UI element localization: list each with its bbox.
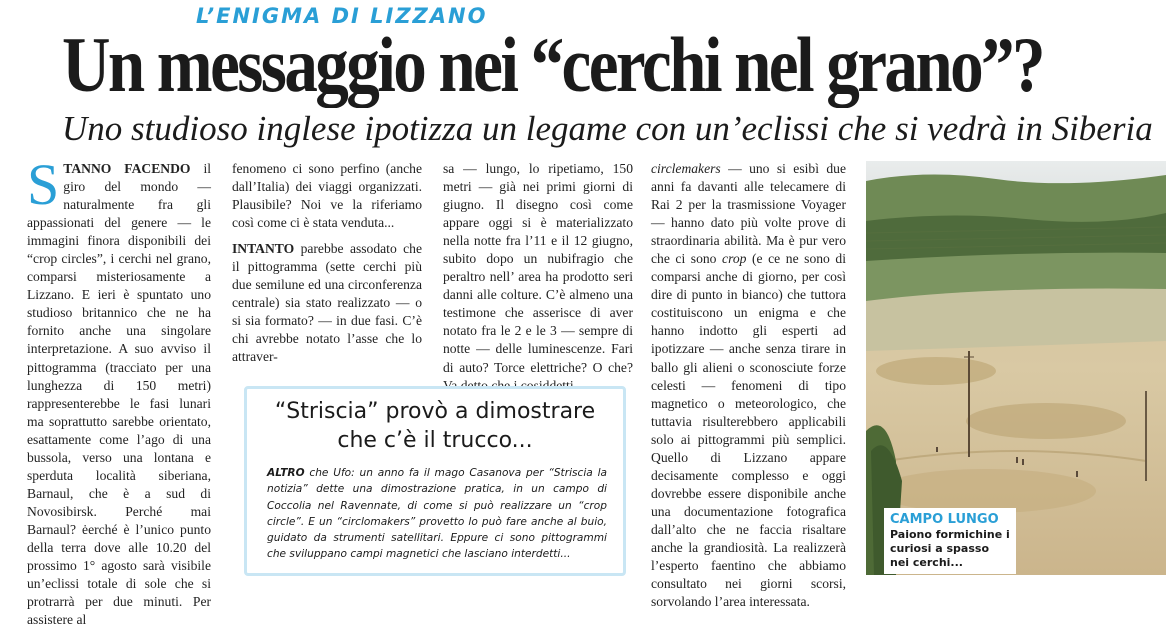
article-column-3	[443, 160, 633, 395]
column-2-paragraph-1: fenomeno ci sono perfino (anche dall’Italia) dei viaggi organizzati. Plausibile? Noi ve la riferiamo così come ci è stata venduta...	[232, 161, 422, 231]
headline: Un messaggio nei “cerchi nel grano”?	[62, 21, 1043, 108]
caption-text: Paiono formichine i curiosi a spasso nei cerchi...	[890, 528, 1010, 569]
column-2-body: parebbe assodato che il pittogramma (sette cerchi più due semilune ed una circonferenza centrale) sia stato realizzato — o si sia formato? — in due fasi. C’è chi avrebbe notato l’asse che lo attraver-	[232, 241, 422, 365]
boxout-text: che Ufo: un anno fa il mago Casanova per “Striscia la notizia” dette una dimostrazione pratica, in un campo di Coccolia nel Ravennate, di come si può realizzare un “crop circle”. E un “circlomakers” provetto lo può fare anche al buio, guidato da strumenti satellitari. Eppure ci sono pittogrammi che sviluppano campi magnetici che lasciano interdetti...	[267, 467, 607, 561]
sidebar-boxout	[244, 386, 626, 576]
photo-caption	[884, 508, 1016, 574]
column-2-lead: INTANTO	[232, 241, 295, 257]
column-4-italic: circlemakers	[651, 161, 721, 176]
article-column-4	[651, 160, 846, 611]
boxout-lead: ALTRO	[267, 467, 305, 479]
column-3-body: sa — lungo, lo ripetiamo, 150 metri — già nei primi giorni di giugno. Il disegno così come appare oggi si è materializzato nella notte fra l’11 e il 12 giugno, subito dopo un nubifragio che peraltro nell’ area ha prodotto seri danni alle colture. C’è almeno una testimone che asserisce di aver notato fra le 2 e le 3 — sempre di notte — delle luminescenze. Fari di auto? Torce elettriche? O che?	[443, 161, 633, 375]
boxout-body	[267, 465, 607, 563]
subheadline: Uno studioso inglese ipotizza un legame con un’eclissi che si vedrà in Siberia	[62, 109, 1153, 148]
column-1-body: il giro del mondo — naturalmente fra gli appassionati del genere — le immagini finora disponibili dei “crop circles”, i cerchi nel grano, comparsi misteriosamente a Lizzano. E ieri è spuntato uno studioso britannico che ne ha fornito anche una singolare interpretazione. A suo avviso il pittogramma (tracciato per una lunghezza di 150 metri) rappresenterebbe le fasi lunari ma soprattutto sarebbe orientato, esattamente come l’ago di una bussola, verso una lontana e sperduta località siberiana, Barnaul, che è a sud di Novosibirsk. Perché mai Barnaul? ėerché è l’unico punto della terra dove alle 10.20 del prossimo 1° agosto sarà visibile un’eclissi totale di sole che si protrarrà per due minuti. Per assistere al	[27, 161, 211, 628]
article-column-2	[232, 160, 422, 367]
column-4-italic-2: crop	[722, 251, 747, 267]
column-4-body-2: (e ce ne sono di comparsi anche di giorno, per così dire di punto in bianco) che tuttora costituiscono un enigma e che hanno indotto gli esperti ad ipotizzare — anche senza tirare in ballo gli alieni o sconosciute forze celesti — fenomeni di tipo magnetico o meteorologico, che tuttavia risulterebbero applicabili solo ai pittogrammi più semplici. Quello di Lizzano appare decisamente complesso e oggi dovrebbe essere disponibile anche una documentazione fotografica dall’alto che ne faccia risaltare anche la grandiosità. La realizzerà l’esperto faentino che abbiamo consultato nei giorni scorsi, sorvolando l’area interessata.	[651, 251, 846, 610]
boxout-title-line-1: “Striscia” provò a dimostrare	[274, 399, 596, 424]
caption-title: CAMPO LUNGO	[890, 512, 999, 527]
kicker: L’ENIGMA DI LIZZANO	[196, 4, 488, 28]
drop-cap: S	[27, 152, 60, 217]
article-column-1	[27, 152, 211, 629]
boxout-title-line-2: che c’è il trucco...	[337, 428, 533, 453]
boxout-title	[247, 397, 623, 455]
column-1-lead: TANNO FACENDO	[63, 161, 191, 176]
column-4-body-1: — uno si esibì due anni fa davanti alle telecamere di Rai 2 per la trasmissione Voyager — hanno dato più volte prove di straordinaria abilità. Ma è pur vero che ci sono	[651, 161, 846, 267]
